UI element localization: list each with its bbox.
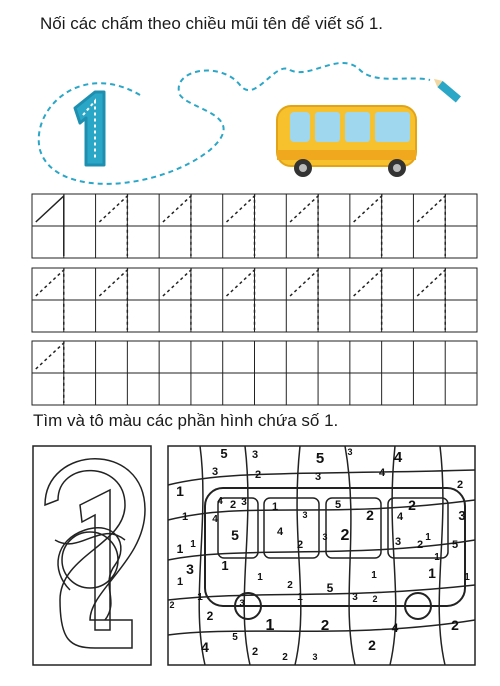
mosaic-number: 3 [239,598,245,608]
mosaic-number: 2 [456,479,464,491]
mosaic-number: 4 [276,526,284,538]
mosaic-number: 2 [416,539,424,551]
hidden-number-picture [33,446,151,665]
bus-icon [277,106,416,177]
instruction-connect-dots: Nối các chấm theo chiều mũi tên để viết số 1. [40,14,384,33]
mosaic-number: 5 [232,632,238,643]
mosaic-number: 2 [251,646,259,658]
mosaic-number: 2 [229,499,237,511]
mosaic-number: 2 [287,580,293,591]
digit-one-icon [75,92,104,165]
mosaic-number: 4 [393,449,403,466]
mosaic-number: 2 [366,507,374,523]
mosaic-number: 1 [181,511,189,523]
pencil-icon [431,76,461,103]
mosaic-number: 4 [217,496,223,507]
mosaic-number: 1 [371,570,377,581]
mosaic-number: 4 [391,621,399,635]
mosaic-number: 2 [254,469,262,481]
mosaic-number: 1 [428,565,436,581]
mosaic-number: 4 [212,514,218,525]
mosaic-number: 2 [372,594,378,604]
mosaic-number: 1 [221,558,229,573]
mosaic-number: 2 [408,497,416,513]
mosaic-number: 1 [176,576,184,588]
mosaic-number: 2 [368,637,376,653]
mosaic-number: 1 [190,539,196,550]
mosaic-number: 3 [312,652,318,662]
mosaic-number: 3 [352,592,358,603]
mosaic-number: 1 [176,483,184,499]
mosaic-number: 1 [434,552,440,563]
mosaic-number: 5 [326,581,334,595]
mosaic-number: 1 [265,617,275,634]
mosaic-number: 1 [197,592,203,603]
mosaic-number: 2 [340,527,350,544]
mosaic-number: 2 [169,600,175,610]
mosaic-number: 3 [186,561,194,577]
mosaic-number: 1 [297,592,303,603]
mosaic-number: 2 [206,609,214,623]
mosaic-number: 3 [322,532,328,542]
mosaic-number: 2 [320,617,330,634]
mosaic-number: 3 [251,449,259,461]
mosaic-number: 5 [451,539,459,551]
mosaic-number: 5 [315,450,325,467]
mosaic-number: 4 [201,639,209,655]
mosaic-number: 1 [257,572,263,583]
mosaic-number: 4 [378,467,386,479]
mosaic-number: 1 [176,542,184,556]
mosaic-number: 1 [271,501,279,513]
mosaic-number: 2 [451,617,459,633]
instruction-color-parts: Tìm và tô màu các phần hình chứa số 1. [33,411,339,430]
mosaic-number: 1 [425,532,431,543]
mosaic-number: 3 [458,508,466,523]
mosaic-number: 2 [296,539,304,551]
mosaic-number: 4 [396,511,404,523]
mosaic-number: 1 [464,572,470,583]
mosaic-number: 5 [334,499,342,511]
mosaic-number: 5 [231,527,239,543]
mosaic-number: 2 [282,652,288,663]
mosaic-number: 3 [394,536,402,548]
mosaic-number: 3 [211,466,219,478]
mosaic-number: 3 [314,471,322,483]
mosaic-number: 3 [302,510,308,520]
mosaic-number: 5 [220,446,228,461]
mosaic-number: 3 [241,497,247,508]
mosaic-number: 3 [347,447,353,457]
